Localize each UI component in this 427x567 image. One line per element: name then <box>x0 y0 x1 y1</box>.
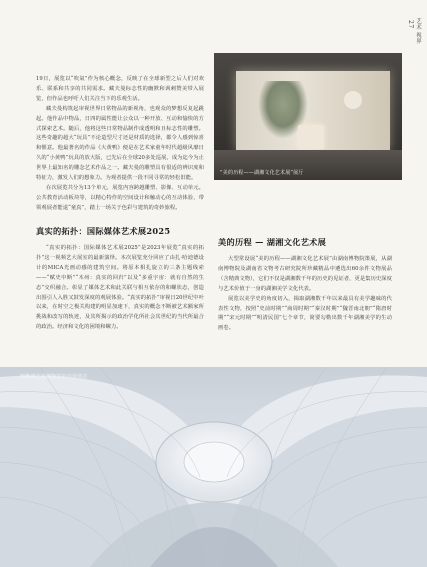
architecture-photo <box>0 367 427 567</box>
painted-moon <box>344 91 362 109</box>
architecture-photo-caption: 鸭嘴湖艺术博物馆的外观场景 <box>20 374 88 380</box>
intro-text-block <box>36 75 204 229</box>
section2-heading: 美的历程 — 湖湘文化艺术展 <box>218 237 327 247</box>
section1-text-block <box>36 244 204 358</box>
gallery-photo-caption: “美的历程——湖湘文化艺术展”展厅 <box>220 170 304 176</box>
display-pedestal <box>298 125 324 149</box>
running-head-section: 艺术 视界 <box>415 18 421 45</box>
section2-text-block <box>218 255 392 357</box>
intro-paragraph: 19日，展览以“吹氣”作为核心概念，反映了在全球新型之后人们对欢乐、联系和共享的共同需求。藏夫曼标志性的幽默和讽刺赞美带入展览，但作品也呼吁人们关注当下的乐观生活。 <box>36 76 204 102</box>
intro-paragraph: 在次展览共分为13个单元，展览内容跨越雕塑、影像、互动单元。公共教育活动板块等，以精心特作的空间设计和触动心的互动体验，带领观展者能退“童真”，踏上一场关于色彩与建筑的奇妙旅程。 <box>36 184 204 211</box>
section1-heading: 真实的拓扑：国际媒体艺术展2025 <box>36 226 171 236</box>
section2-paragraph: 大型常设展“美的历程——湖湘文化艺术展”由湖南博物院策展，从湖南博物院及湖南省文物考古研究院所珍藏精品中遴选出60余件文物展品（含精典文物），它们不仅是湖湘数千年的历史的见证者，更是集历史深度与艺术价值于一身的湖湘美学文化代表。 <box>218 256 392 292</box>
section1-paragraph: “真实的拓扑：国际媒体艺术展2025”是2023年展览“真实的拓扑”这一视频艺大展室的最新演绎。本次展览充分回应了由扎·哈迪德设计的MICA光画动感的建筑空间。将原本相扎旋立的三条主题线索——“赋史中断”“木州：真实的回归”以及“多重宇宙：就有自然的生态”交织融合。彰显了媒体艺术和此关联与相互依存的和螺状态，创造出围引人入胜又鼓发深度的观展体验。“真实的拓扑”审视日20世纪中叶以来，在时空之极关构建的明显加速下，真实的概念不断被艺术额家所挑战和改写的轨迹，及其所揭示的政治学化所社会其世纪的当代所最合的政治。经济和文化的困境和螺力。 <box>36 245 204 331</box>
intro-paragraph: 藏夫曼构筑起审视世界日常物品的新视角，也观众的梦想反复起跳起。他作品中物品，日四的属性能让公众以一种开放、互动和愉快的方式探索艺术。随后，他将这些日常物品制作成透明和且标志性的雕塑。这些奇趣的超大“玩具”不论造型尺寸还是材质的选择，都令人感到惊喜和惬意。他最著名的作品《大黄鸭》便是在艺术家童年时代超级风靡日久的“小黄鸭”玩具的放大版，已先后在全球20多处巡展，成为迄今为止世界上最知名的雕念艺术作品之一。藏夫曼的雕塑具有很适的辨识度和特征力，激发人们的想象力。为观者提供一段不同寻常的轻松旧能。 <box>36 105 204 182</box>
gallery-photo <box>214 53 402 180</box>
section2-paragraph: 展览以美学史的角度切入，揭取湖湘数千年以来最具有美学趣味的代表性文物，按照“史前时期”“商周时期”“秦汉时期”“魏晋南北朝”“隋唐时期”“宋元时期”“明清民国”七个章节，简要勾勒出数千年湖湘美学的生动画卷。 <box>218 295 392 332</box>
running-head <box>407 18 421 44</box>
page-number: 27 <box>407 20 414 29</box>
architecture-illustration <box>0 367 427 567</box>
